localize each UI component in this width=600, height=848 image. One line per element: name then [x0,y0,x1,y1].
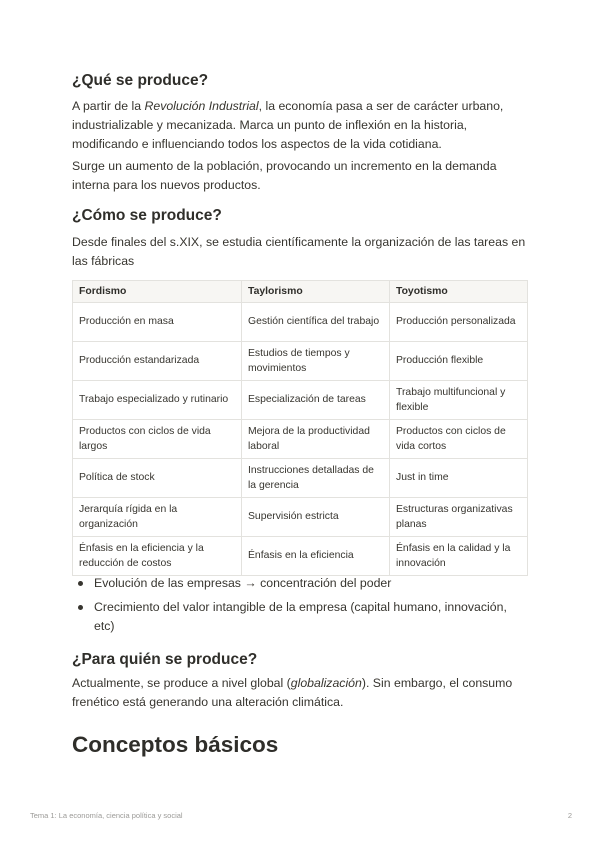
table-cell: Producción estandarizada [73,342,242,381]
table-row [73,459,528,498]
paragraph-globalizacion-before: Actualmente, se produce a nivel global ( [72,676,291,690]
paragraph-revolucion-after: , la economía pasa a ser de carácter urbano, industrializable y mecanizada. Marca un punto de inflexión en la historia, modificando e influenciando todos los aspectos de la vida cotidiana. [72,99,504,151]
list-item-text: Evolución de las empresas → concentración del poder [94,576,392,590]
globalizacion-emphasis: globalización [290,676,362,690]
table-row [73,498,528,537]
table-cell: Jerarquía rígida en la organización [73,498,242,537]
table-cell: Productos con ciclos de vida largos [73,420,242,459]
paragraph-organizacion: Desde finales del s.XIX, se estudia científicamente la organización de las tareas en las fábricas [72,235,526,268]
paragraph-globalizacion [72,674,528,712]
header-toyotismo: Toyotismo [390,281,528,303]
table-cell: Énfasis en la eficiencia [242,537,390,576]
table-cell: Énfasis en la eficiencia y la reducción de costos [73,537,242,576]
list-item [72,574,528,593]
header-fordismo: Fordismo [73,281,242,303]
bullet-list [72,574,528,641]
table-row [73,420,528,459]
table-cell: Instrucciones detalladas de la gerencia [242,459,390,498]
table-cell: Énfasis en la calidad y la innovación [390,537,528,576]
table-cell: Especialización de tareas [242,381,390,420]
table-row [73,303,528,342]
header-taylorismo: Taylorismo [242,281,390,303]
table-cell: Producción en masa [73,303,242,342]
table-cell: Política de stock [73,459,242,498]
table-cell: Trabajo especializado y rutinario [73,381,242,420]
table-cell: Estructuras organizativas planas [390,498,528,537]
list-item-text: Crecimiento del valor intangible de la empresa (capital humano, innovación, etc) [94,600,507,633]
bullet-dot-icon [78,581,83,586]
table-row [73,342,528,381]
paragraph-poblacion: Surge un aumento de la población, provocando un incremento en la demanda interna para los nuevos productos. [72,159,497,192]
production-models-table [72,280,528,576]
table-cell: Gestión científica del trabajo [242,303,390,342]
table-cell: Supervisión estricta [242,498,390,537]
heading-que-se-produce: ¿Qué se produce? [72,72,209,89]
table-cell: Producción flexible [390,342,528,381]
heading-para-quien: ¿Para quién se produce? [72,651,258,668]
list-item [72,598,528,636]
table-cell: Trabajo multifuncional y flexible [390,381,528,420]
table-header-row [73,281,528,303]
table-row [73,381,528,420]
table-cell: Producción personalizada [390,303,528,342]
heading-conceptos-basicos: Conceptos básicos [72,732,279,757]
paragraph-globalizacion-after: ). Sin embargo, el consumo frenético está generando una alteración climática. [72,676,513,709]
table-row [73,537,528,576]
table-cell: Just in time [390,459,528,498]
bullet-dot-icon [78,605,83,610]
table-cell: Mejora de la productividad laboral [242,420,390,459]
footer-title: Tema 1: La economía, ciencia política y social [30,811,183,820]
paragraph-revolucion [72,97,528,154]
heading-como-se-produce: ¿Cómo se produce? [72,207,222,224]
revolucion-industrial-emphasis: Revolución Industrial [144,99,259,113]
page-number: 2 [567,811,572,820]
paragraph-revolucion-before: A partir de la [72,99,145,113]
table-cell: Estudios de tiempos y movimientos [242,342,390,381]
table-cell: Productos con ciclos de vida cortos [390,420,528,459]
